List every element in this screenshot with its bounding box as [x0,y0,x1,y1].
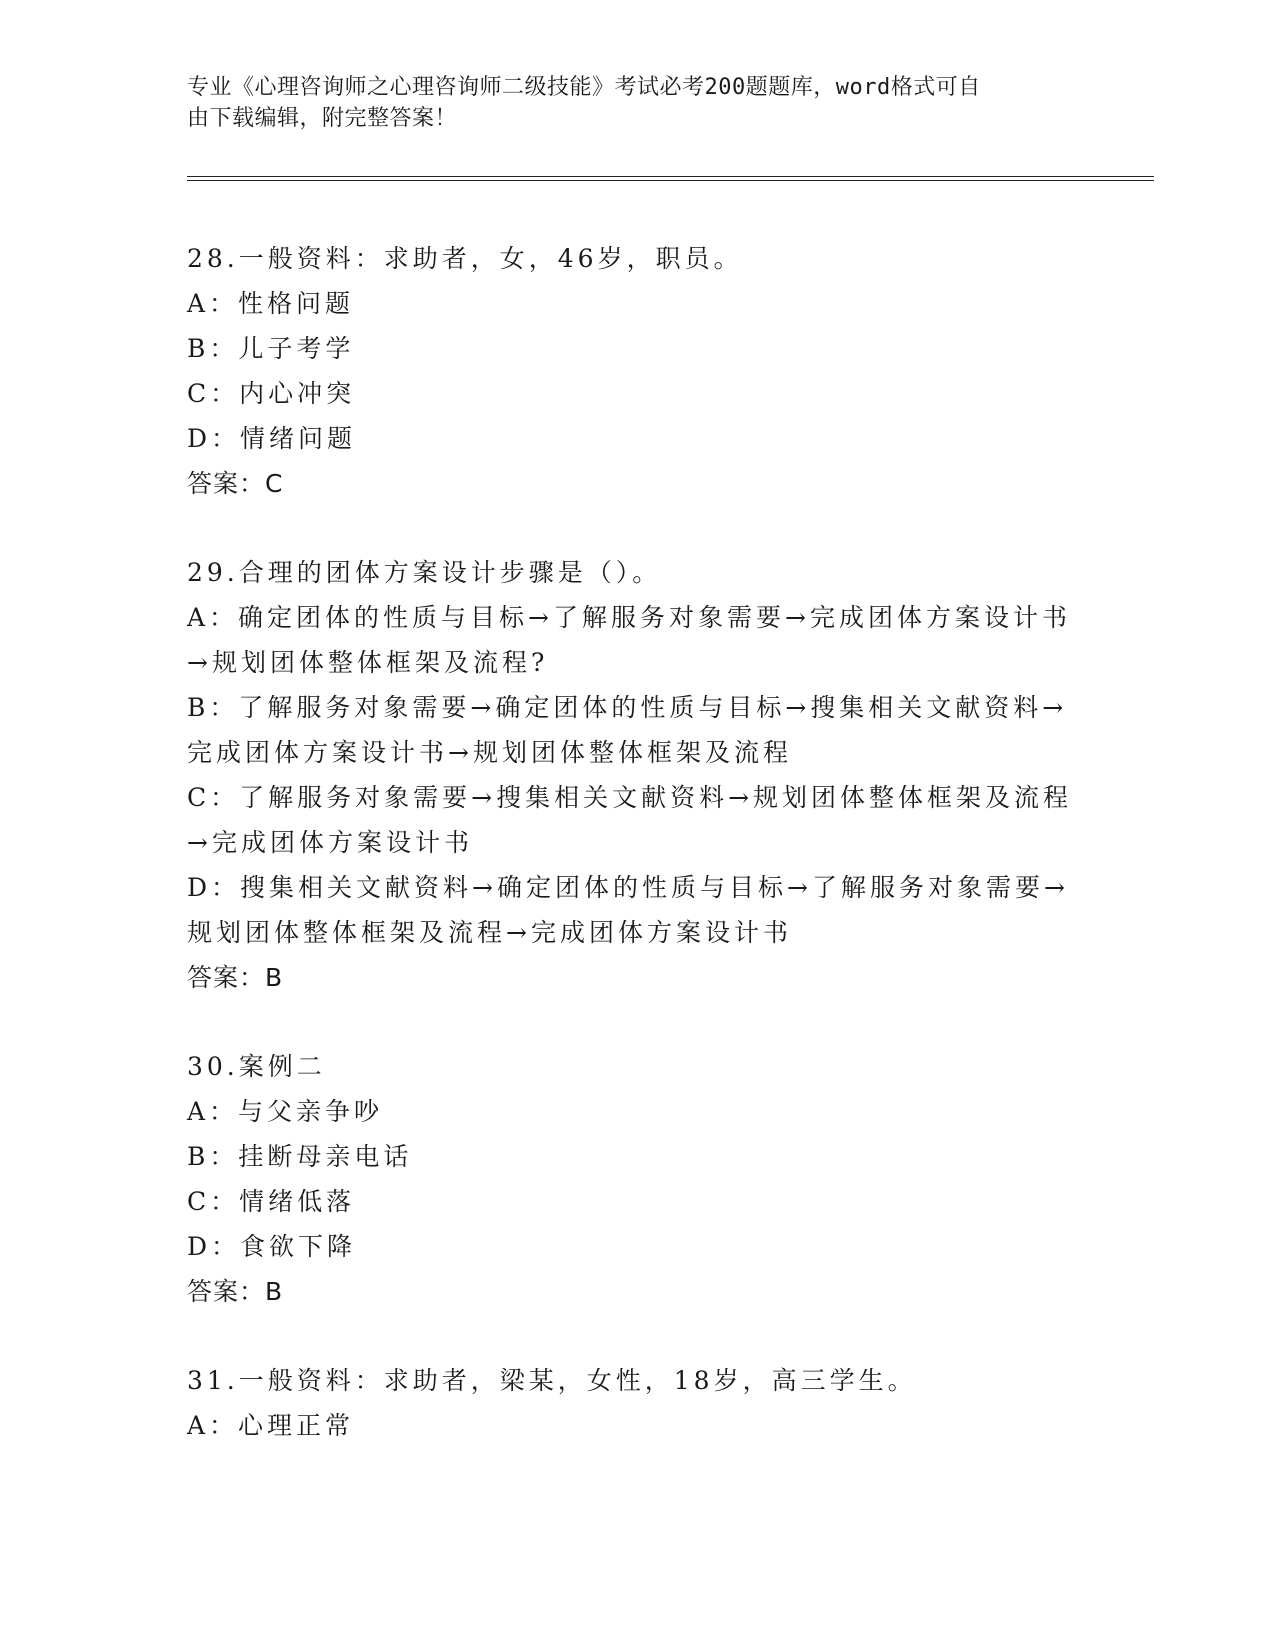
question-stem: 30.案例二 [187,1052,326,1081]
option-d: D：食欲下降 [187,1232,357,1261]
option-d: D：情绪问题 [187,424,357,453]
question-list [187,236,1087,1492]
option-b: B：挂断母亲电话 [187,1142,413,1171]
header-divider-top [187,176,1154,177]
option-b: B：了解服务对象需要→确定团体的性质与目标→搜集相关文献资料→ [187,693,1068,722]
option-a: A：心理正常 [187,1411,355,1440]
option-b-continued: 完成团体方案设计书→规划团体整体框架及流程 [187,738,792,767]
question-31 [187,1358,1087,1448]
option-a: A：确定团体的性质与目标→了解服务对象需要→完成团体方案设计书 [187,603,1071,632]
option-a-continued: →规划团体整体框架及流程? [187,648,549,677]
answer-line: 答案：B [187,963,284,992]
option-b: B：儿子考学 [187,334,355,363]
answer-line: 答案：B [187,1277,284,1306]
option-c: C：情绪低落 [187,1187,356,1216]
option-d: D：搜集相关文献资料→确定团体的性质与目标→了解服务对象需要→ [187,873,1069,902]
option-c: C：了解服务对象需要→搜集相关文献资料→规划团体整体框架及流程 [187,783,1073,812]
question-stem: 29.合理的团体方案设计步骤是（）。 [187,558,662,587]
option-d-continued: 规划团体整体框架及流程→完成团体方案设计书 [187,918,792,947]
option-a: A：性格问题 [187,289,355,318]
option-c-continued: →完成团体方案设计书 [187,828,473,857]
option-c: C：内心冲突 [187,379,356,408]
header-line-1: 专业《心理咨询师之心理咨询师二级技能》考试必考200题题库，word格式可自 [187,75,981,100]
header-line-2: 由下载编辑，附完整答案！ [187,106,458,131]
question-29 [187,550,1087,1000]
question-stem: 31.一般资料：求助者，梁某，女性，18岁，高三学生。 [187,1366,917,1395]
question-28 [187,236,1087,506]
answer-line: 答案：C [187,469,284,498]
document-header [187,72,1067,134]
option-a: A：与父亲争吵 [187,1097,384,1126]
header-divider-bottom [187,180,1154,181]
question-30 [187,1044,1087,1314]
question-stem: 28.一般资料：求助者，女，46岁，职员。 [187,244,743,273]
